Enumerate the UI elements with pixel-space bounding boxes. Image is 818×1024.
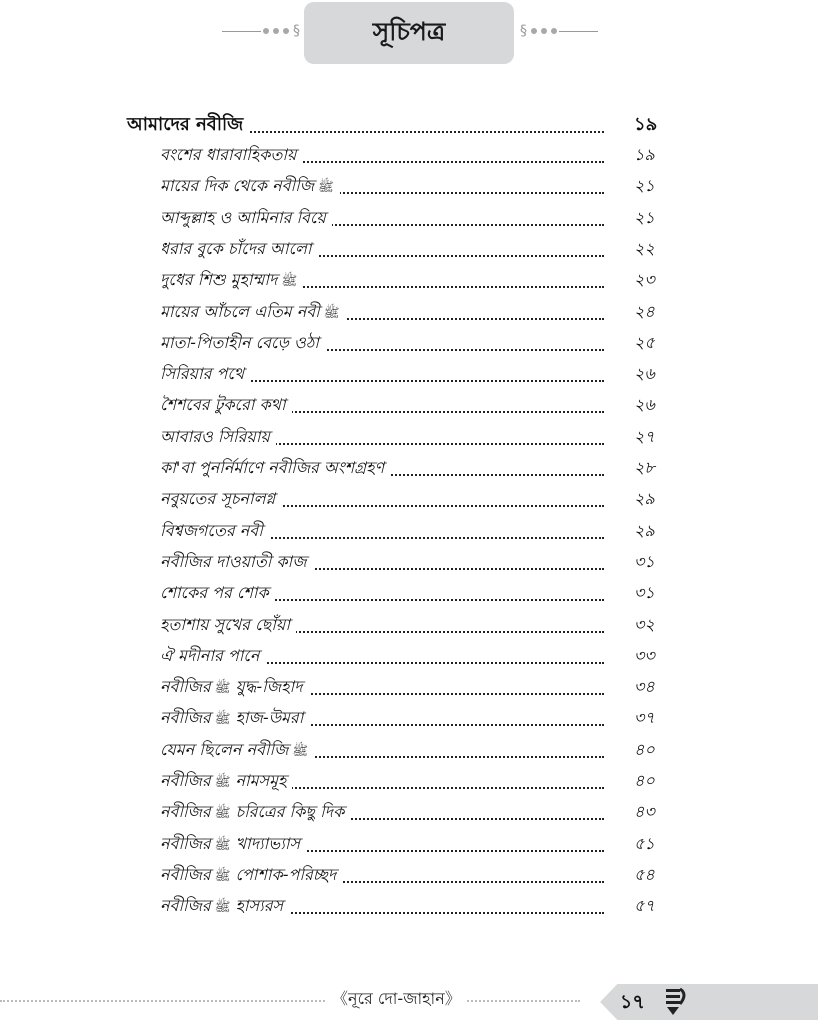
toc-entry-page: ৫৭ bbox=[634, 896, 655, 916]
toc-entry[interactable] bbox=[0, 201, 818, 231]
toc-entry-label bbox=[160, 173, 340, 200]
page-title: সূচিপত্র bbox=[372, 16, 446, 46]
pbuh-calligraphy-icon: ﷺ bbox=[318, 180, 334, 196]
toc-entry-title: শোকের পর শোক bbox=[160, 583, 269, 603]
toc-entry[interactable] bbox=[0, 388, 818, 418]
toc-entry-title: দুধের শিশু মুহাম্মাদ bbox=[160, 270, 278, 290]
toc-entry[interactable] bbox=[0, 858, 818, 888]
toc-entry-title-suffix: চরিত্রের কিছু দিক bbox=[235, 802, 345, 822]
title-box bbox=[304, 2, 514, 64]
pbuh-calligraphy-icon: ﷺ bbox=[214, 837, 231, 853]
toc-entry[interactable] bbox=[0, 482, 818, 512]
toc-entry-page: ৪৩ bbox=[634, 802, 655, 822]
pbuh-calligraphy-icon: ﷺ bbox=[214, 868, 231, 884]
toc-entry-label bbox=[160, 486, 281, 513]
pbuh-calligraphy-icon: ﷺ bbox=[292, 743, 309, 759]
toc-entry-label bbox=[160, 549, 313, 576]
toc-entry-page: ৩৭ bbox=[634, 708, 655, 728]
toc-entry-page: ২১ bbox=[634, 207, 655, 227]
toc-entry-label bbox=[160, 674, 309, 701]
toc-entry-label bbox=[160, 267, 303, 294]
footer-right-quote-icon: 》 bbox=[444, 989, 461, 1008]
footer-book-title bbox=[326, 986, 467, 1013]
toc-entry-label bbox=[160, 612, 296, 639]
toc-entry-title: নবীজির bbox=[160, 802, 211, 822]
toc-entry-page: ৩১ bbox=[634, 583, 655, 603]
pbuh-calligraphy-icon: ﷺ bbox=[214, 775, 231, 790]
pbuh-calligraphy-icon: ﷺ bbox=[214, 681, 231, 697]
toc-entry-label bbox=[160, 862, 342, 889]
toc-entry-label bbox=[160, 705, 309, 732]
toc-entry[interactable] bbox=[0, 232, 818, 262]
menu-arrow-icon bbox=[664, 986, 690, 1016]
toc-entry-page: ২৮ bbox=[634, 458, 655, 477]
toc-entry[interactable] bbox=[0, 295, 818, 325]
toc-entry-title: ধরার বুকে চাঁদের আলো bbox=[160, 238, 312, 258]
toc-entry-title: মায়ের আঁচলে এতিম নবী bbox=[160, 301, 320, 321]
toc-entry[interactable] bbox=[0, 639, 818, 669]
toc-entry-page: ১৯ bbox=[634, 145, 655, 164]
toc-entry-page: ২৩ bbox=[634, 270, 655, 290]
toc-entry-label bbox=[160, 392, 292, 419]
toc-entry-label bbox=[160, 893, 289, 920]
pbuh-calligraphy-icon: ﷺ bbox=[323, 305, 340, 321]
toc-entry-title: কা'বা পুনর্নির্মাণে নবীজির অংশগ্রহণ bbox=[160, 458, 385, 477]
toc-entry[interactable] bbox=[0, 138, 818, 168]
toc-entry-title: আবারও সিরিয়ায় bbox=[160, 426, 270, 446]
toc-entry[interactable] bbox=[0, 263, 818, 293]
toc-entry-title: যেমন ছিলেন নবীজি bbox=[160, 739, 289, 759]
toc-entry[interactable] bbox=[0, 795, 818, 825]
toc-entry-page: ২৪ bbox=[634, 301, 655, 321]
toc-entry-title: নবীজির bbox=[160, 833, 211, 853]
toc-entry[interactable] bbox=[0, 326, 818, 356]
header-ornament-left: § bbox=[222, 24, 302, 38]
toc-entry-title: সিরিয়ার পথে bbox=[160, 364, 245, 384]
toc-entry-title-suffix: যুদ্ধ-জিহাদ bbox=[235, 677, 303, 697]
toc-entry-label bbox=[160, 799, 350, 826]
toc-entry-page: ৩১ bbox=[634, 551, 655, 571]
toc-entry-label bbox=[160, 205, 332, 232]
toc-entry-label bbox=[160, 424, 276, 451]
toc-entry-label bbox=[160, 455, 390, 482]
toc-entry-label bbox=[160, 580, 275, 607]
toc-entry-page: ৩৩ bbox=[634, 645, 655, 665]
toc-entry[interactable] bbox=[0, 357, 818, 387]
pbuh-calligraphy-icon: ﷺ bbox=[214, 806, 231, 822]
footer-page-number: ১৭ bbox=[620, 991, 645, 1013]
toc-entry-page: ৩৪ bbox=[634, 677, 655, 697]
pbuh-calligraphy-icon: ﷺ bbox=[214, 712, 231, 728]
toc-main-page: ১৯ bbox=[634, 114, 658, 135]
toc-entry-title-suffix: খাদ্যাভ্যাস bbox=[235, 833, 301, 853]
toc-entry-page: ২৫ bbox=[634, 332, 655, 352]
toc-entry[interactable] bbox=[0, 576, 818, 606]
toc-entry-page: ২৯ bbox=[634, 520, 655, 540]
toc-entry-title-suffix: পোশাক-পরিচ্ছদ bbox=[235, 864, 337, 884]
toc-entry-title-suffix: হাস্যরস bbox=[235, 896, 284, 916]
header-ornament-right: § bbox=[518, 24, 598, 38]
toc-entry-page: ৪০ bbox=[634, 771, 655, 790]
toc-entry[interactable] bbox=[0, 701, 818, 731]
toc-entry-page: ৪০ bbox=[634, 739, 655, 759]
toc-entry-title: বিশ্বজগতের নবী bbox=[160, 520, 263, 540]
toc-entry-page: ৩২ bbox=[634, 614, 655, 634]
pbuh-calligraphy-icon: ﷺ bbox=[281, 274, 298, 290]
toc-entry-label bbox=[160, 643, 265, 670]
toc-entry-page: ২৭ bbox=[634, 426, 655, 446]
toc-entry-label bbox=[160, 518, 269, 545]
toc-entry-label bbox=[160, 361, 250, 388]
toc-entry-title-suffix: হাজ-উমরা bbox=[235, 708, 304, 728]
toc-entry[interactable] bbox=[0, 608, 818, 638]
pbuh-calligraphy-icon: ﷺ bbox=[214, 900, 231, 916]
toc-entry[interactable] bbox=[0, 169, 818, 199]
toc-entry-page: ২১ bbox=[634, 176, 655, 196]
toc-entry[interactable] bbox=[0, 827, 818, 857]
toc-entry[interactable] bbox=[0, 733, 818, 763]
toc-entry-title: আব্দুল্লাহ ও আমিনার বিয়ে bbox=[160, 207, 326, 227]
toc-entry-page: ৫৪ bbox=[634, 864, 655, 884]
toc-entry-label bbox=[160, 236, 318, 263]
toc-entry-label bbox=[160, 142, 302, 169]
toc-entry[interactable] bbox=[0, 889, 818, 919]
toc-entry-page: ২২ bbox=[634, 238, 655, 258]
toc-entry[interactable] bbox=[0, 764, 818, 794]
toc-entry-page: ২৯ bbox=[634, 489, 655, 509]
toc-entry-title: নবীজির bbox=[160, 708, 211, 728]
toc-entry-title: ঐ মদীনার পানে bbox=[160, 645, 260, 665]
toc-entry-page: ২৬ bbox=[634, 395, 655, 415]
toc-main-label: আমাদের নবীজি bbox=[127, 110, 249, 141]
toc-entry-title: নবীজির bbox=[160, 771, 211, 790]
toc-entry-page: ২৬ bbox=[634, 364, 655, 384]
toc-entry-title-suffix: নামসমূহ bbox=[235, 771, 287, 790]
toc-entry-title: নবুয়তের সূচনালগ্ন bbox=[160, 489, 276, 509]
toc-entry-title: নবীজির bbox=[160, 864, 211, 884]
toc-entry-title: নবীজির bbox=[160, 677, 211, 697]
footer-book-title-text: নূরে দো-জাহান bbox=[348, 989, 445, 1008]
toc-entry-title: মায়ের দিক থেকে নবীজি bbox=[160, 176, 315, 196]
toc-entry-title: শৈশবের টুকরো কথা bbox=[160, 395, 286, 415]
toc-entry-label bbox=[160, 768, 292, 795]
toc-entry-label bbox=[160, 299, 345, 326]
toc-entry-title: বংশের ধারাবাহিকতায় bbox=[160, 145, 297, 164]
toc-entry-title: মাতা-পিতাহীন বেড়ে ওঠা bbox=[160, 332, 319, 352]
toc-entry-label bbox=[160, 330, 325, 357]
toc-entry[interactable] bbox=[0, 451, 818, 481]
toc-entry[interactable] bbox=[0, 545, 818, 575]
toc-entry-label bbox=[160, 831, 306, 858]
toc-entry[interactable] bbox=[0, 514, 818, 544]
toc-entry-title: নবীজির bbox=[160, 896, 211, 916]
footer-divider bbox=[0, 1000, 580, 1002]
toc-entry-title: হতাশায় সুখের ছোঁয়া bbox=[160, 614, 290, 634]
toc-entry-title: নবীজির দাওয়াতী কাজ bbox=[160, 551, 307, 571]
toc-entry-page: ৫১ bbox=[634, 833, 655, 853]
toc-entry[interactable] bbox=[0, 670, 818, 700]
footer-left-quote-icon: 《 bbox=[332, 989, 349, 1008]
toc-main-entry[interactable] bbox=[0, 108, 818, 138]
toc-entry[interactable] bbox=[0, 420, 818, 450]
toc-entry-label bbox=[160, 737, 314, 764]
